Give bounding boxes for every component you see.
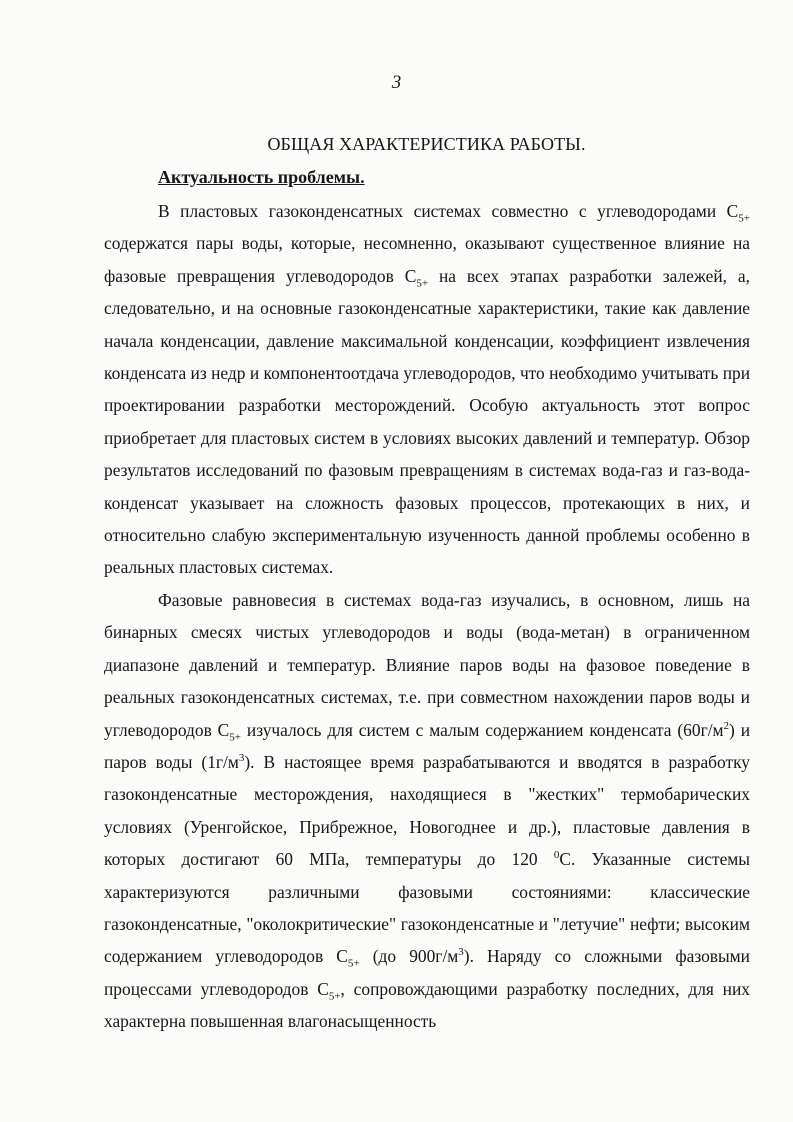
paragraph-2: Фазовые равновесия в системах вода-газ изучались, в основном, лишь на бинарных смесях чистых углеводородов и воды (вода-метан) в ограниченном диапазоне давлений и температур. Влияние паров воды на фазовое поведение в реальных газоконденсатных системах, т.е. при совместном нахождении паров воды и углеводородов $С_{5+}$ изучалось для систем с малым содержанием конденсата $(60г/м^2)$ и паров воды $(1г/м^3)$. В настоящее время разрабатываются и вводятся в разработку газоконденсатные месторождения, находящиеся в "жестких" термобарических условиях (Уренгойское, Прибрежное, Новогоднее и др.), пластовые давления в которых достигают 60 МПа, температуры до 120 $^0$С. Указанные системы характеризуются различными фазовыми состояниями: классические газоконденсатные, "околокритические" газоконденсатные и "летучие" нефти; высоким содержанием углеводородов $С_{5+}$ (до $900г/м^3$). Наряду со сложными фазовыми процессами углеводородов $С_{5+}$, сопровождающими разработку последних, для них характерна повышенная влагонасыщенность: [104, 589, 751, 1032]
page-number: 3: [391, 72, 402, 93]
paragraph-1: В пластовых газоконденсатных системах совместно с углеводородами $С_{5+}$ содержатся пары воды, которые, несомненно, оказывают существенное влияние на фазовые превращения углеводородов $С_{5+}$ на всех этапах разработки залежей, а, следовательно, и на основные газоконденсатные характеристики, такие как давление начала конденсации, давление максимальной конденсации, коэффициент извлечения конденсата из недр и компонентоотдача углеводородов, что необходимо учитывать при проектировании разработки месторождений. Особую актуальность этот вопрос приобретает для пластовых систем в условиях высоких давлений и температур. Обзор результатов исследований по фазовым превращениям в системах вода-газ и газ-вода-конденсат указывает на сложность фазовых процессов, протекающих в них, и относительно слабую экспериментальную изученность данной проблемы особенно в реальных пластовых системах.: [104, 201, 751, 578]
section-heading: Актуальность проблемы.: [158, 167, 365, 187]
page-title: ОБЩАЯ ХАРАКТЕРИСТИКА РАБОТЫ.: [267, 134, 586, 154]
body-text: [104, 195, 750, 1038]
